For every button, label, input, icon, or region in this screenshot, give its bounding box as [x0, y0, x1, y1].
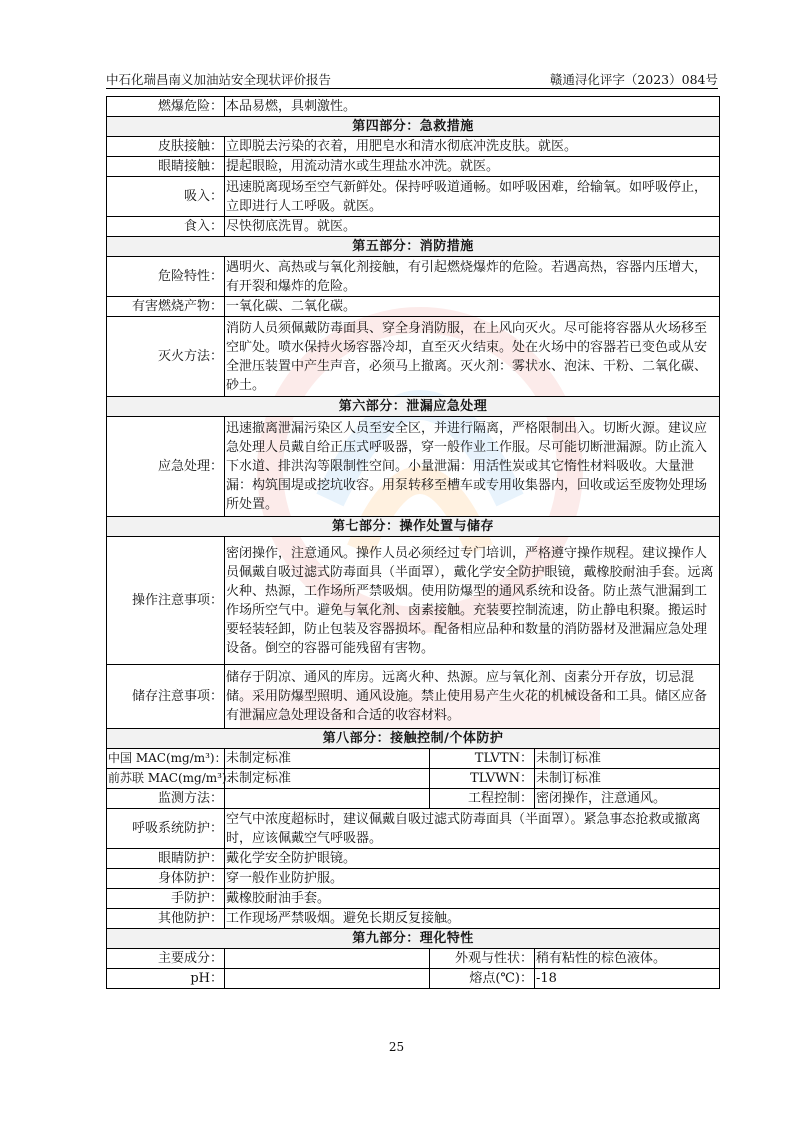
tlvwn-value: 未制订标准 — [535, 769, 720, 789]
eye-protection-label: 眼睛防护： — [107, 849, 225, 869]
main-composition-value — [225, 949, 430, 969]
engineering-control-value: 密闭操作，注意通风。 — [535, 789, 720, 809]
report-title: 中石化瑞昌南义加油站安全现状评价报告 — [106, 72, 332, 87]
table-row — [107, 137, 720, 157]
explosion-hazard-label: 燃爆危险： — [107, 97, 225, 117]
monitoring-method-label: 监测方法： — [107, 789, 225, 809]
inhalation-value: 迅速脱离现场至空气新鲜处。保持呼吸道通畅。如呼吸困难，给输氧。如呼吸停止，立即进行人工呼吸。就医。 — [225, 177, 720, 217]
tlvwn-label: TLVWN： — [430, 769, 535, 789]
page-number: 25 — [388, 1040, 405, 1054]
tlvtn-label: TLVTN： — [430, 749, 535, 769]
table-row — [107, 969, 720, 989]
fire-fighting-value: 消防人员须佩戴防毒面具、穿全身消防服，在上风向灭火。尽可能将容器从火场移至空旷处。喷水保持火场容器冷却，直至灭火结束。处在火场中的容器若已变色或从安全泄压装置中产生声音，必须马上撤离。灭火剂：雾状水、泡沫、干粉、二氧化碳、砂土。 — [225, 317, 720, 397]
appearance-value: 稍有粘性的棕色液体。 — [535, 949, 720, 969]
fire-fighting-label: 灭火方法： — [107, 317, 225, 397]
inhalation-label: 吸入： — [107, 177, 225, 217]
page-header — [106, 66, 718, 89]
section-8-heading: 第八部分：接触控制/个体防护 — [107, 729, 720, 749]
table-row — [107, 809, 720, 849]
ph-label: pH： — [107, 969, 225, 989]
table-row — [107, 157, 720, 177]
ingestion-label: 食入： — [107, 217, 225, 237]
china-mac-label: 中国 MAC(mg/m³)： — [107, 749, 225, 769]
hazard-characteristics-label: 危险特性： — [107, 257, 225, 297]
section-6-heading: 第六部分：泄漏应急处理 — [107, 397, 720, 417]
skin-contact-value: 立即脱去污染的衣着，用肥皂水和清水彻底冲洗皮肤。就医。 — [225, 137, 720, 157]
storage-precautions-label: 储存注意事项： — [107, 665, 225, 729]
main-composition-label: 主要成分： — [107, 949, 225, 969]
ph-value — [225, 969, 430, 989]
combustion-products-label: 有害燃烧产物： — [107, 297, 225, 317]
table-row — [107, 217, 720, 237]
table-row — [107, 849, 720, 869]
melting-point-label: 熔点(℃)： — [430, 969, 535, 989]
body-protection-value: 穿一般作业防护服。 — [225, 869, 720, 889]
respiratory-protection-value: 空气中浓度超标时，建议佩戴自吸过滤式防毒面具（半面罩）。紧急事态抢救或撤离时，应该佩戴空气呼吸器。 — [225, 809, 720, 849]
table-row — [107, 789, 720, 809]
table-row — [107, 909, 720, 929]
emergency-treatment-label: 应急处理： — [107, 417, 225, 517]
hazard-characteristics-value: 遇明火、高热或与氧化剂接触，有引起燃烧爆炸的危险。若遇高热，容器内压增大，有开裂和爆炸的危险。 — [225, 257, 720, 297]
hand-protection-value: 戴橡胶耐油手套。 — [225, 889, 720, 909]
eye-protection-value: 戴化学安全防护眼镜。 — [225, 849, 720, 869]
table-row — [107, 889, 720, 909]
table-row — [107, 769, 720, 789]
hand-protection-label: 手防护： — [107, 889, 225, 909]
section-9-heading: 第九部分：理化特性 — [107, 929, 720, 949]
table-row — [107, 417, 720, 517]
table-row — [107, 749, 720, 769]
eye-contact-value: 提起眼睑，用流动清水或生理盐水冲洗。就医。 — [225, 157, 720, 177]
china-mac-value: 未制定标准 — [225, 749, 430, 769]
eye-contact-label: 眼睛接触： — [107, 157, 225, 177]
operation-precautions-label: 操作注意事项： — [107, 537, 225, 665]
explosion-hazard-value: 本品易燃，具刺激性。 — [225, 97, 720, 117]
emergency-treatment-value: 迅速撤离泄漏污染区人员至安全区，并进行隔离，严格限制出入。切断火源。建议应急处理人员戴自给正压式呼吸器，穿一般作业工作服。尽可能切断泄漏源。防止流入下水道、排洪沟等限制性空间。小量泄漏：用活性炭或其它惰性材料吸收。大量泄漏：构筑围堤或挖坑收容。用泵转移至槽车或专用收集器内，回收或运至废物处理场所处置。 — [225, 417, 720, 517]
table-row — [107, 665, 720, 729]
table-row — [107, 297, 720, 317]
skin-contact-label: 皮肤接触： — [107, 137, 225, 157]
engineering-control-label: 工程控制： — [430, 789, 535, 809]
ussr-mac-label: 前苏联 MAC(mg/m³)： — [107, 769, 225, 789]
body-protection-label: 身体防护： — [107, 869, 225, 889]
ingestion-value: 尽快彻底洗胃。就医。 — [225, 217, 720, 237]
respiratory-protection-label: 呼吸系统防护： — [107, 809, 225, 849]
other-protection-label: 其他防护： — [107, 909, 225, 929]
table-row — [107, 177, 720, 217]
table-row — [107, 97, 720, 117]
ussr-mac-value: 未制定标准 — [225, 769, 430, 789]
storage-precautions-value: 储存于阴凉、通风的库房。远离火种、热源。应与氧化剂、卤素分开存放，切忌混储。采用防爆型照明、通风设施。禁止使用易产生火花的机械设备和工具。储区应备有泄漏应急处理设备和合适的收容材料。 — [225, 665, 720, 729]
monitoring-method-value — [225, 789, 430, 809]
table-row — [107, 869, 720, 889]
other-protection-value: 工作现场严禁吸烟。避免长期反复接触。 — [225, 909, 720, 929]
combustion-products-value: 一氧化碳、二氧化碳。 — [225, 297, 720, 317]
report-number: 赣通浔化评字（2023）084号 — [549, 72, 718, 87]
appearance-label: 外观与性状： — [430, 949, 535, 969]
operation-precautions-value: 密闭操作，注意通风。操作人员必须经过专门培训，严格遵守操作规程。建议操作人员佩戴自吸过滤式防毒面具（半面罩），戴化学安全防护眼镜，戴橡胶耐油手套。远离火种、热源，工作场所严禁吸烟。使用防爆型的通风系统和设备。防止蒸气泄漏到工作场所空气中。避免与氧化剂、卤素接触。充装要控制流速，防止静电积聚。搬运时要轻装轻卸，防止包装及容器损坏。配备相应品种和数量的消防器材及泄漏应急处理设备。倒空的容器可能残留有害物。 — [225, 537, 720, 665]
tlvtn-value: 未制订标准 — [535, 749, 720, 769]
melting-point-value: -18 — [535, 969, 720, 989]
section-4-heading: 第四部分：急救措施 — [107, 117, 720, 137]
table-row — [107, 537, 720, 665]
table-row — [107, 317, 720, 397]
section-5-heading: 第五部分：消防措施 — [107, 237, 720, 257]
table-row — [107, 257, 720, 297]
section-7-heading: 第七部分：操作处置与储存 — [107, 517, 720, 537]
sds-table — [106, 96, 720, 989]
table-row — [107, 949, 720, 969]
